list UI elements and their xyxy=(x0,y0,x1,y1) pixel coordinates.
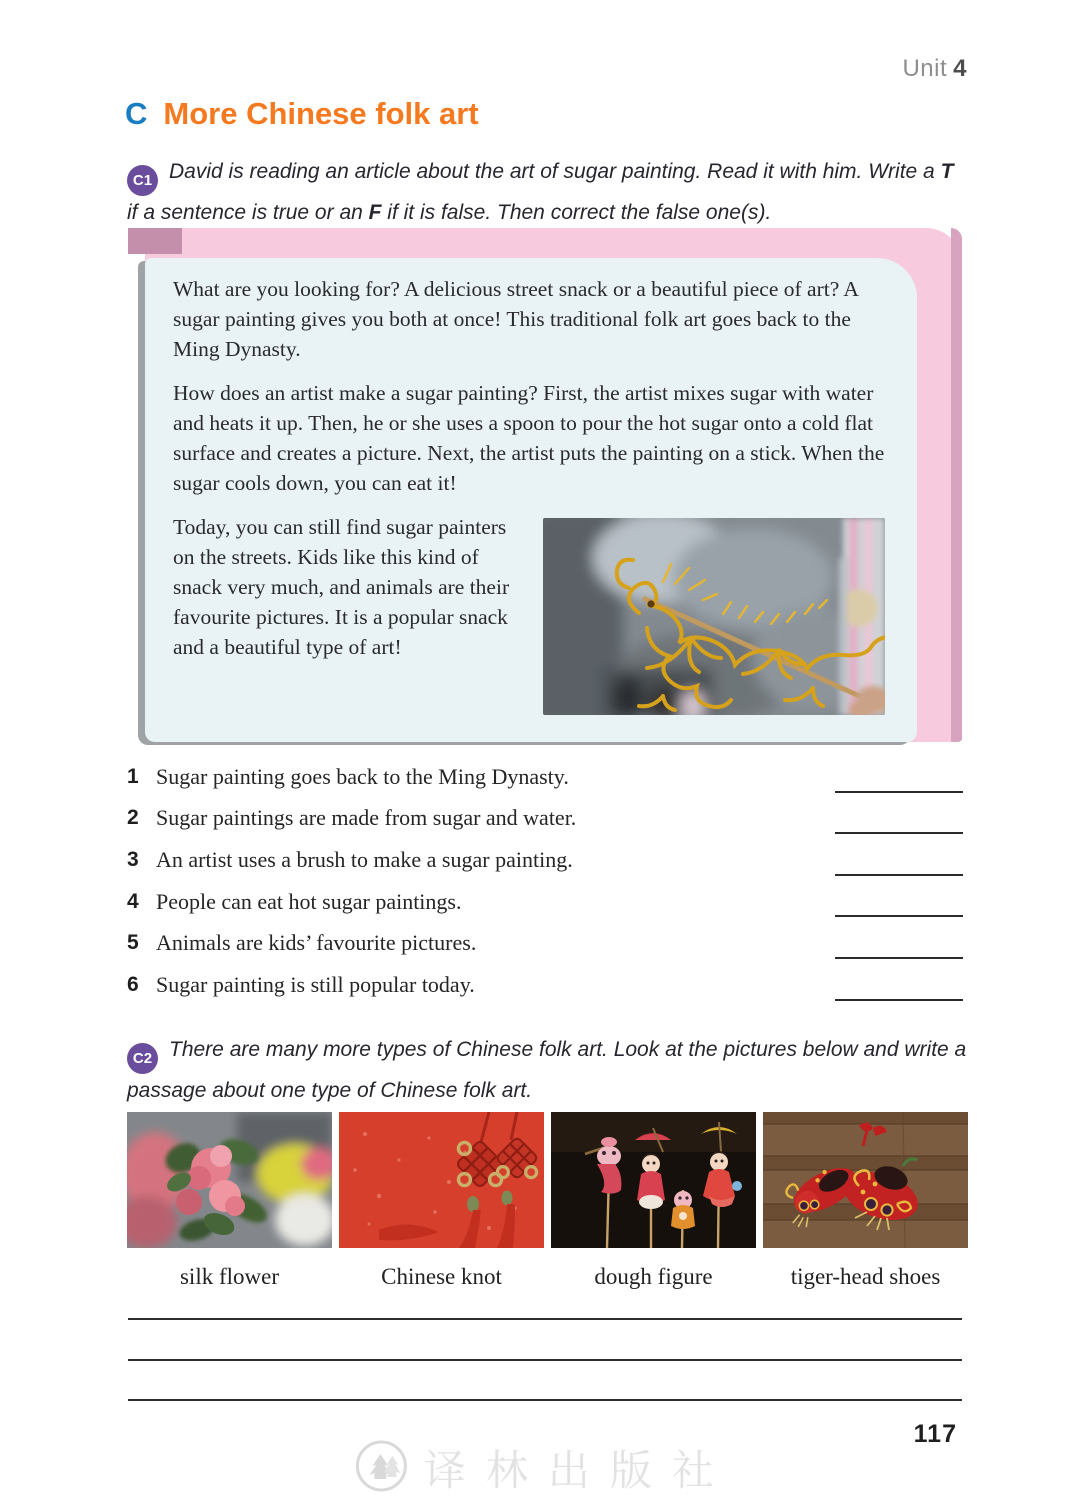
answer-blank-1 xyxy=(835,791,963,793)
unit-label: Unit xyxy=(902,55,948,82)
section-title xyxy=(125,96,479,132)
section-letter: C xyxy=(125,96,148,131)
answer-blank-4 xyxy=(835,915,963,917)
c1-bold-f: F xyxy=(368,201,382,224)
c2-badge: C2 xyxy=(127,1043,158,1074)
publisher-name: 译林出版社 xyxy=(423,1449,734,1495)
statement-text: Sugar paintings are made from sugar and water. xyxy=(156,805,577,831)
photo-figure-dough-figure xyxy=(551,1112,756,1290)
answer-blank-2 xyxy=(835,832,963,834)
yilin-press-logo xyxy=(354,1439,408,1498)
passage-paragraph-2: How does an artist make a sugar painting? First, the artist mixes sugar with water and heats it up. Then, he or she uses a spoon to pour the hot sugar onto a cold flat surface and creates a picture. Next, the artist puts the painting on a stick. When the sugar cools down, you can eat it! xyxy=(173,381,885,495)
statement-number: 1 xyxy=(127,764,139,788)
writing-lines xyxy=(128,1280,962,1401)
statement-text: Animals are kids’ favourite pictures. xyxy=(156,930,477,956)
unit-header xyxy=(902,55,967,83)
photo-caption: Chinese knot xyxy=(381,1264,502,1289)
writing-line-1 xyxy=(128,1280,962,1320)
c1-instruction xyxy=(127,155,969,229)
folk-art-photo-strip xyxy=(127,1112,968,1290)
statement-row-2 xyxy=(127,798,963,840)
c2-text: There are many more types of Chinese folk art. Look at the pictures below and write a passage about one type of Chinese folk art. xyxy=(127,1038,967,1102)
dough-figure-photo xyxy=(551,1112,756,1248)
unit-number: 4 xyxy=(953,55,967,82)
c1-badge: C1 xyxy=(127,165,158,196)
passage-frame-corner-tab xyxy=(128,228,182,254)
passage-paragraph-3-block xyxy=(173,512,885,662)
passage-frame-edge xyxy=(951,228,962,742)
statement-number: 6 xyxy=(127,972,139,996)
statement-number: 5 xyxy=(127,931,139,955)
c1-bold-t: T xyxy=(940,160,954,183)
reading-passage xyxy=(145,258,917,742)
writing-line-3 xyxy=(128,1361,962,1401)
statement-text: Sugar painting is still popular today. xyxy=(156,971,475,997)
photo-caption: silk flower xyxy=(179,1264,279,1289)
photo-figure-silk-flower xyxy=(127,1112,332,1290)
answer-blank-3 xyxy=(835,874,963,876)
sugar-painting-dragon-photo xyxy=(543,518,885,715)
c1-text-1: David is reading an article about the art of sugar painting. Read it with him. Write a xyxy=(169,160,941,183)
page-number: 117 xyxy=(913,1420,957,1448)
c2-instruction xyxy=(127,1033,969,1107)
statement-row-1 xyxy=(127,756,963,798)
statement-number: 3 xyxy=(127,847,139,871)
writing-line-2 xyxy=(128,1320,962,1360)
statement-text: Sugar painting goes back to the Ming Dynasty. xyxy=(156,763,569,789)
statement-row-3 xyxy=(127,839,963,881)
c1-text-2: if a sentence is true or an xyxy=(127,201,369,224)
publisher-watermark xyxy=(354,1438,734,1498)
photo-figure-tiger-head-shoes xyxy=(763,1112,968,1290)
silk-flower-photo xyxy=(127,1112,332,1248)
statement-row-4 xyxy=(127,881,963,923)
answer-blank-5 xyxy=(835,957,963,959)
statement-row-6 xyxy=(127,964,963,1006)
section-title-text: More Chinese folk art xyxy=(163,96,479,131)
chinese-knot-photo xyxy=(339,1112,544,1248)
c1-text-3: if it is false. Then correct the false one(s). xyxy=(381,201,772,224)
statement-text: People can eat hot sugar paintings. xyxy=(156,888,462,914)
statement-number: 4 xyxy=(127,889,139,913)
photo-caption: tiger-head shoes xyxy=(790,1264,941,1289)
photo-figure-chinese-knot xyxy=(339,1112,544,1290)
statement-number: 2 xyxy=(127,806,139,830)
photo-caption: dough figure xyxy=(594,1264,713,1289)
statement-row-5 xyxy=(127,922,963,964)
passage-paragraph-3: Today, you can still find sugar painters on the streets. Kids like this kind of snack very much, and animals are their favourite pictures. It is a popular snack and a beautiful type of art! xyxy=(173,515,510,659)
tiger-head-shoes-photo xyxy=(763,1112,968,1248)
true-false-statements xyxy=(127,756,963,1006)
statement-text: An artist uses a brush to make a sugar painting. xyxy=(156,846,573,872)
answer-blank-6 xyxy=(835,999,963,1001)
passage-paragraph-1: What are you looking for? A delicious street snack or a beautiful piece of art? A sugar painting gives you both at once! This traditional folk art goes back to the Ming Dynasty. xyxy=(173,277,858,361)
